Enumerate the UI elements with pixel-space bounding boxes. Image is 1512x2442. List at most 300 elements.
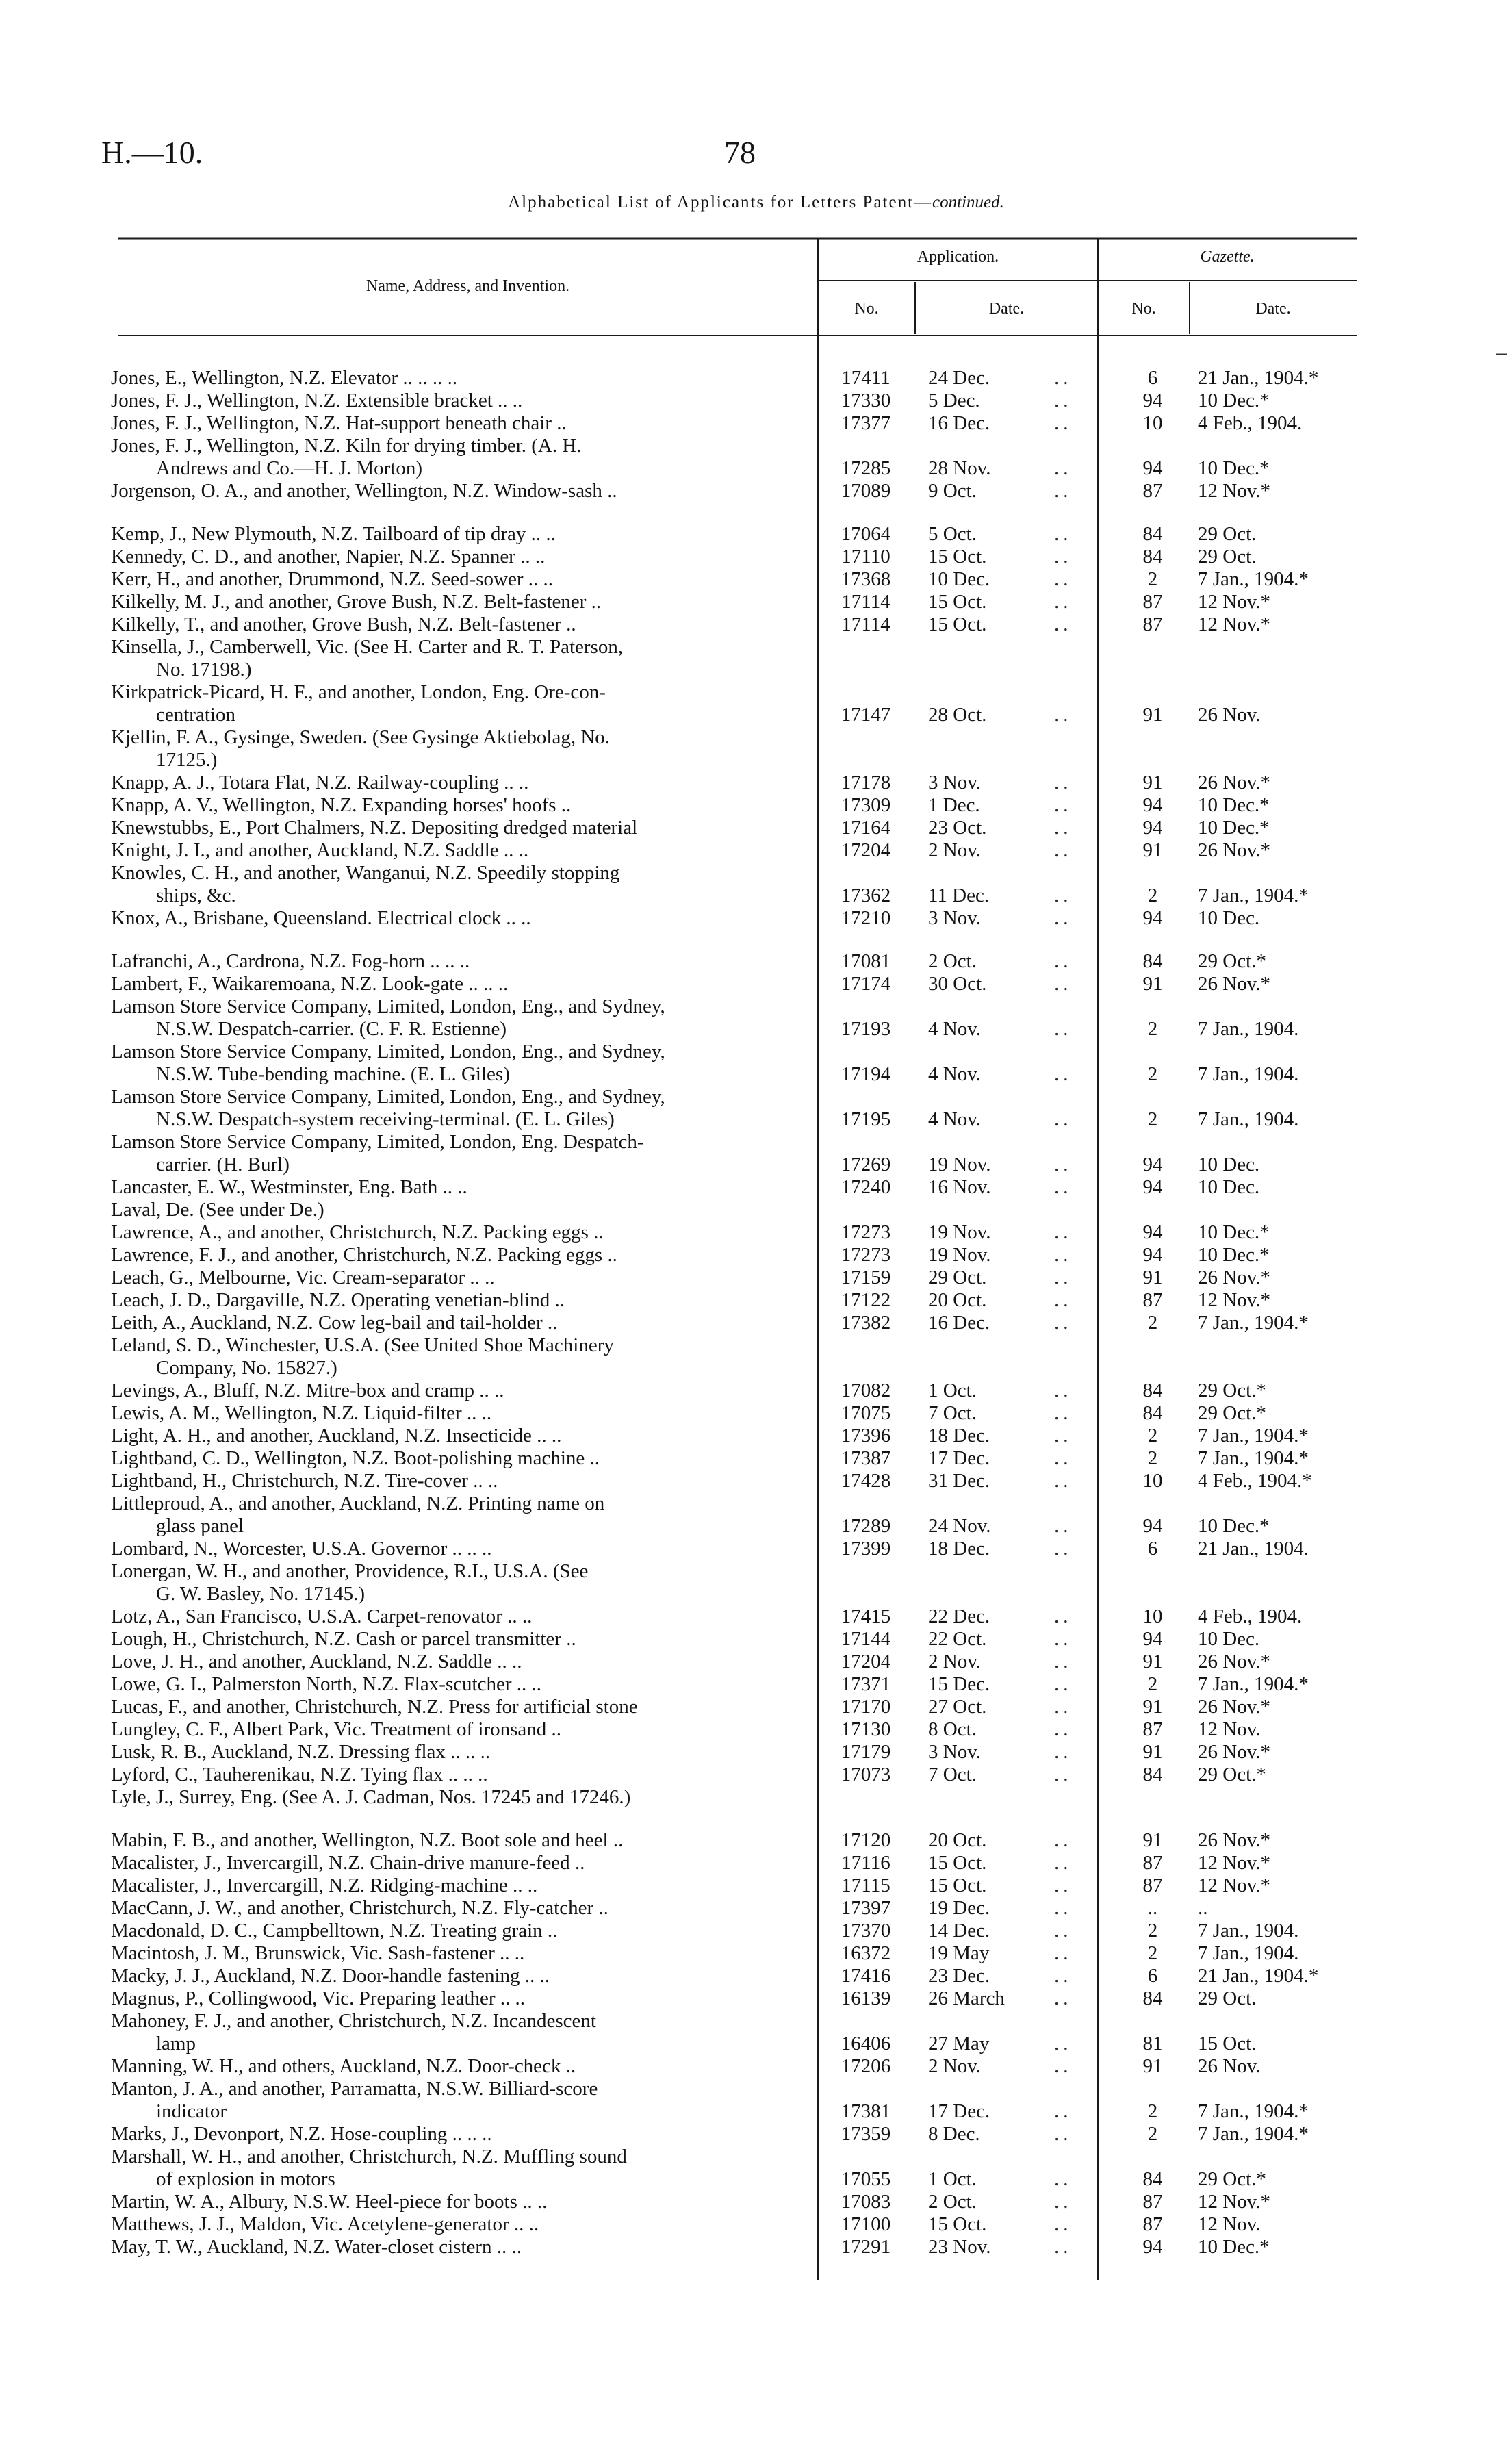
entry-name bbox=[111, 1673, 809, 1696]
entry-name-text: Kirkpatrick-Picard, H. F., and another, London, Eng. Ore-con- bbox=[111, 681, 606, 703]
entry-name bbox=[111, 2191, 809, 2213]
gazette-no: 87 bbox=[1142, 591, 1163, 613]
entry-name bbox=[111, 1987, 809, 2010]
entry-name-text: Lawrence, F. J., and another, Christchurch, N.Z. Packing eggs .. bbox=[111, 1244, 617, 1266]
table-row bbox=[0, 1874, 1512, 1897]
gazette-no: 87 bbox=[1142, 1718, 1163, 1740]
table-row bbox=[0, 950, 1512, 973]
entry-name-text: Leach, J. D., Dargaville, N.Z. Operating venetian-blind .. bbox=[111, 1289, 565, 1311]
entry-name-text: Jones, F. J., Wellington, N.Z. Kiln for drying timber. (A. H. bbox=[111, 435, 582, 457]
table-row bbox=[0, 1852, 1512, 1874]
gazette-date: 7 Jan., 1904. bbox=[1198, 1920, 1299, 1942]
leader-dots: .. bbox=[1054, 1987, 1073, 2009]
entry-name bbox=[111, 817, 809, 839]
leader-dots: .. bbox=[1054, 1718, 1073, 1740]
table-row bbox=[0, 1673, 1512, 1696]
gazette-no: 2 bbox=[1147, 1312, 1158, 1334]
entry-name-text: Lonergan, W. H., and another, Providence, R.I., U.S.A. (See bbox=[111, 1560, 589, 1582]
gazette-date: 29 Oct. bbox=[1198, 523, 1257, 545]
entry-name bbox=[111, 568, 809, 591]
gazette-date: 15 Oct. bbox=[1198, 2033, 1257, 2055]
entry-name-text: Kemp, J., New Plymouth, N.Z. Tailboard of tip dray .. .. bbox=[111, 523, 556, 545]
entry-name bbox=[111, 1289, 809, 1312]
application-no: 16406 bbox=[841, 2033, 891, 2055]
entry-name-text: Kilkelly, M. J., and another, Grove Bush, N.Z. Belt-fastener .. bbox=[111, 591, 602, 613]
table-row bbox=[0, 2123, 1512, 2146]
table-row bbox=[0, 1897, 1512, 1920]
gazette-date: 10 Dec. bbox=[1198, 1176, 1260, 1198]
table-row bbox=[0, 817, 1512, 839]
entry-name bbox=[111, 412, 809, 435]
gazette-no: 87 bbox=[1142, 480, 1163, 502]
application-date: 30 Oct. bbox=[928, 973, 987, 995]
entry-name-text: Macintosh, J. M., Brunswick, Vic. Sash-fastener .. .. bbox=[111, 1942, 525, 1964]
table-row bbox=[0, 1244, 1512, 1267]
entry-name bbox=[111, 1244, 809, 1267]
entry-name bbox=[111, 1741, 809, 1764]
entry-name-text: Martin, W. A., Albury, N.S.W. Heel-piece for boots .. .. bbox=[111, 2191, 548, 2213]
application-date: 7 Oct. bbox=[928, 1764, 977, 1785]
entry-name-text: Lamson Store Service Company, Limited, London, Eng., and Sydney, bbox=[111, 995, 665, 1017]
gazette-date: 29 Oct.* bbox=[1198, 1379, 1266, 1401]
gazette-no: 2 bbox=[1147, 885, 1158, 906]
application-date: 28 Nov. bbox=[928, 457, 991, 479]
entry-name-text: Marshall, W. H., and another, Christchurch, N.Z. Muffling sound bbox=[111, 2146, 627, 2167]
application-no: 17055 bbox=[841, 2168, 891, 2190]
entry-name-text: Kerr, H., and another, Drummond, N.Z. Seed-sower .. .. bbox=[111, 568, 553, 590]
application-no: 17144 bbox=[841, 1628, 891, 1650]
name-column-header: Name, Address, and Invention. bbox=[366, 277, 570, 295]
table-row bbox=[0, 772, 1512, 794]
application-no: 17195 bbox=[841, 1108, 891, 1130]
gazette-date: 26 Nov.* bbox=[1198, 839, 1271, 861]
entry-name-text: Lombard, N., Worcester, U.S.A. Governor .. .. .. bbox=[111, 1538, 492, 1560]
application-date: 24 Nov. bbox=[928, 1515, 991, 1537]
gazette-date: 12 Nov.* bbox=[1198, 613, 1271, 635]
leader-dots: .. bbox=[1054, 1515, 1073, 1537]
entry-name-text: Mahoney, F. J., and another, Christchurch, N.Z. Incandescent bbox=[111, 2010, 596, 2032]
gazette-date: 4 Feb., 1904.* bbox=[1198, 1470, 1312, 1492]
gazette-date: 7 Jan., 1904.* bbox=[1198, 1673, 1309, 1695]
table-row bbox=[0, 1131, 1512, 1176]
entry-name-text: Lamson Store Service Company, Limited, London, Eng. Despatch- bbox=[111, 1131, 644, 1153]
table-row bbox=[0, 1741, 1512, 1764]
leader-dots: .. bbox=[1054, 2191, 1073, 2213]
table-row bbox=[0, 367, 1512, 390]
leader-dots: .. bbox=[1054, 1829, 1073, 1851]
gazette-no: 2 bbox=[1147, 1108, 1158, 1130]
application-date: 4 Nov. bbox=[928, 1063, 982, 1085]
entry-name bbox=[111, 390, 809, 412]
entry-name-text: Kinsella, J., Camberwell, Vic. (See H. Carter and R. T. Paterson, bbox=[111, 636, 624, 658]
leader-dots: .. bbox=[1054, 2168, 1073, 2190]
entry-name-text: Knox, A., Brisbane, Queensland. Electrical clock .. .. bbox=[111, 907, 531, 929]
application-date: 26 March bbox=[928, 1987, 1005, 2009]
gazette-date: 7 Jan., 1904. bbox=[1198, 1063, 1299, 1085]
leader-dots: .. bbox=[1054, 1920, 1073, 1942]
entry-name bbox=[111, 1829, 809, 1852]
entry-name-text: Lyle, J., Surrey, Eng. (See A. J. Cadman, Nos. 17245 and 17246.) bbox=[111, 1786, 631, 1808]
entry-name bbox=[111, 636, 809, 681]
application-no: 17064 bbox=[841, 523, 891, 545]
application-no: 17411 bbox=[841, 367, 890, 389]
application-date: 19 Nov. bbox=[928, 1244, 991, 1266]
table-row bbox=[0, 613, 1512, 636]
table-row bbox=[0, 1447, 1512, 1470]
leader-dots: .. bbox=[1054, 1741, 1073, 1763]
leader-dots: .. bbox=[1054, 1018, 1073, 1040]
table-row bbox=[0, 1492, 1512, 1538]
application-no: 17397 bbox=[841, 1897, 891, 1919]
gazette-date: 10 Dec.* bbox=[1198, 390, 1270, 411]
entry-name bbox=[111, 973, 809, 995]
entry-name-continuation: glass panel bbox=[156, 1515, 244, 1537]
table-row bbox=[0, 1334, 1512, 1379]
entry-name-text: Kennedy, C. D., and another, Napier, N.Z. Spanner .. .. bbox=[111, 546, 546, 568]
application-no: 17110 bbox=[841, 546, 890, 568]
entry-name-text: Littleproud, A., and another, Auckland, N.Z. Printing name on bbox=[111, 1492, 605, 1514]
gazette-no: 10 bbox=[1142, 1605, 1163, 1627]
gazette-date-header: Date. bbox=[1255, 300, 1291, 318]
table-row bbox=[0, 2055, 1512, 2078]
leader-dots: .. bbox=[1054, 1063, 1073, 1085]
gazette-no: 91 bbox=[1142, 839, 1163, 861]
application-date: 16 Nov. bbox=[928, 1176, 991, 1198]
application-no: 17269 bbox=[841, 1154, 891, 1175]
gazette-date: 26 Nov.* bbox=[1198, 973, 1271, 995]
page-number: 78 bbox=[724, 135, 756, 170]
entry-name-text: Knight, J. I., and another, Auckland, N.Z. Saddle .. .. bbox=[111, 839, 529, 861]
entry-name bbox=[111, 772, 809, 794]
application-date: 3 Nov. bbox=[928, 1741, 982, 1763]
gazette-no: 87 bbox=[1142, 613, 1163, 635]
table-row bbox=[0, 1764, 1512, 1786]
gazette-date: 26 Nov. bbox=[1198, 2055, 1261, 2077]
leader-dots: .. bbox=[1054, 1628, 1073, 1650]
gazette-no: 87 bbox=[1142, 2191, 1163, 2213]
entry-name-text: Knapp, A. V., Wellington, N.Z. Expanding horses' hoofs .. bbox=[111, 794, 572, 816]
leader-dots: .. bbox=[1054, 546, 1073, 568]
entry-name bbox=[111, 1965, 809, 1987]
gazette-no: 91 bbox=[1142, 772, 1163, 793]
application-date: 1 Dec. bbox=[928, 794, 980, 816]
gazette-date: 10 Dec.* bbox=[1198, 1515, 1270, 1537]
entry-name bbox=[111, 1651, 809, 1673]
gazette-no: 87 bbox=[1142, 1289, 1163, 1311]
table-row bbox=[0, 973, 1512, 995]
entry-name-text: Macky, J. J., Auckland, N.Z. Door-handle fastening .. .. bbox=[111, 1965, 550, 1987]
application-date: 27 May bbox=[928, 2033, 990, 2055]
entry-name-continuation: No. 17198.) bbox=[156, 659, 252, 681]
gazette-date: 26 Nov.* bbox=[1198, 1741, 1271, 1763]
application-date: 27 Oct. bbox=[928, 1696, 987, 1718]
table-row bbox=[0, 1312, 1512, 1334]
table-row bbox=[0, 907, 1512, 930]
entry-name bbox=[111, 1176, 809, 1199]
table-row bbox=[0, 794, 1512, 817]
application-date: 19 Dec. bbox=[928, 1897, 990, 1919]
entry-name-text: Lamson Store Service Company, Limited, London, Eng., and Sydney, bbox=[111, 1041, 665, 1063]
entry-name-text: Jones, E., Wellington, N.Z. Elevator .. .. .. .. bbox=[111, 367, 458, 389]
application-no: 17122 bbox=[841, 1289, 891, 1311]
application-date: 2 Nov. bbox=[928, 1651, 982, 1672]
table-row bbox=[0, 726, 1512, 772]
gazette-no: 91 bbox=[1142, 2055, 1163, 2077]
leader-dots: .. bbox=[1054, 1538, 1073, 1560]
gazette-date: 12 Nov.* bbox=[1198, 480, 1271, 502]
application-no: 17193 bbox=[841, 1018, 891, 1040]
entry-name-text: Lawrence, A., and another, Christchurch, N.Z. Packing eggs .. bbox=[111, 1221, 604, 1243]
entry-name-text: Lamson Store Service Company, Limited, London, Eng., and Sydney, bbox=[111, 1086, 665, 1108]
application-date: 15 Oct. bbox=[928, 2213, 987, 2235]
entry-name bbox=[111, 367, 809, 390]
leader-dots: .. bbox=[1054, 568, 1073, 590]
gazette-no: 2 bbox=[1147, 1063, 1158, 1085]
table-row bbox=[0, 839, 1512, 862]
gazette-no: 6 bbox=[1147, 1965, 1158, 1987]
gazette-date: 7 Jan., 1904.* bbox=[1198, 1447, 1309, 1469]
entry-name-text: Manning, W. H., and others, Auckland, N.Z. Door-check .. bbox=[111, 2055, 576, 2077]
application-no: 17073 bbox=[841, 1764, 891, 1785]
leader-dots: .. bbox=[1054, 1673, 1073, 1695]
leader-dots: .. bbox=[1054, 1942, 1073, 1964]
table-row bbox=[0, 1987, 1512, 2010]
table-row bbox=[0, 1628, 1512, 1651]
application-date: 24 Dec. bbox=[928, 367, 990, 389]
entry-name bbox=[111, 591, 809, 613]
gazette-no: 94 bbox=[1142, 1154, 1163, 1175]
gazette-no-header: No. bbox=[1131, 300, 1156, 318]
entry-name-continuation: 17125.) bbox=[156, 749, 218, 771]
entry-name bbox=[111, 1852, 809, 1874]
application-date: 23 Dec. bbox=[928, 1965, 990, 1987]
gazette-date: 7 Jan., 1904.* bbox=[1198, 568, 1309, 590]
entry-name-continuation: N.S.W. Despatch-system receiving-terminal. (E. L. Giles) bbox=[156, 1108, 615, 1130]
gazette-no: 84 bbox=[1142, 523, 1163, 545]
gazette-date: 7 Jan., 1904. bbox=[1198, 1942, 1299, 1964]
application-no: 17164 bbox=[841, 817, 891, 839]
entry-name bbox=[111, 1199, 809, 1221]
table-row bbox=[0, 390, 1512, 412]
application-date: 9 Oct. bbox=[928, 480, 977, 502]
gazette-no: 94 bbox=[1142, 1628, 1163, 1650]
application-date: 17 Dec. bbox=[928, 1447, 990, 1469]
entry-name bbox=[111, 2055, 809, 2078]
leader-dots: .. bbox=[1054, 1267, 1073, 1288]
application-date: 2 Nov. bbox=[928, 839, 982, 861]
entry-name-text: Lungley, C. F., Albert Park, Vic. Treatment of ironsand .. bbox=[111, 1718, 562, 1740]
leader-dots: .. bbox=[1054, 1221, 1073, 1243]
application-no: 17377 bbox=[841, 412, 891, 434]
application-no: 17330 bbox=[841, 390, 891, 411]
gazette-date: 12 Nov.* bbox=[1198, 1289, 1271, 1311]
entry-name bbox=[111, 1041, 809, 1086]
entry-name-text: Lyford, C., Tauherenikau, N.Z. Tying flax .. .. .. bbox=[111, 1764, 488, 1785]
entry-name bbox=[111, 1718, 809, 1741]
application-no: 17170 bbox=[841, 1696, 891, 1718]
entry-name bbox=[111, 1786, 809, 1809]
leader-dots: .. bbox=[1054, 2033, 1073, 2055]
entry-name-text: Lewis, A. M., Wellington, N.Z. Liquid-filter .. .. bbox=[111, 1402, 492, 1424]
gazette-date: 10 Dec. bbox=[1198, 907, 1260, 929]
table-row bbox=[0, 2146, 1512, 2191]
gazette-date: 4 Feb., 1904. bbox=[1198, 412, 1303, 434]
gazette-no: 94 bbox=[1142, 1176, 1163, 1198]
gazette-no: 94 bbox=[1142, 1515, 1163, 1537]
application-date: 15 Oct. bbox=[928, 1852, 987, 1874]
gazette-date: 10 Dec.* bbox=[1198, 1244, 1270, 1266]
entry-name bbox=[111, 1492, 809, 1538]
table-row bbox=[0, 1942, 1512, 1965]
entry-name-text: Marks, J., Devonport, N.Z. Hose-coupling .. .. .. bbox=[111, 2123, 492, 2145]
table-row bbox=[0, 1176, 1512, 1199]
leader-dots: .. bbox=[1054, 1154, 1073, 1175]
gazette-no: 91 bbox=[1142, 1267, 1163, 1288]
application-date: 15 Oct. bbox=[928, 546, 987, 568]
leader-dots: .. bbox=[1054, 367, 1073, 389]
application-no: 17428 bbox=[841, 1470, 891, 1492]
caption-main: Alphabetical List of Applicants for Letters Patent— bbox=[508, 193, 933, 212]
leader-dots: .. bbox=[1054, 885, 1073, 906]
leader-dots: .. bbox=[1054, 973, 1073, 995]
entry-name bbox=[111, 1628, 809, 1651]
entry-name-text: Macalister, J., Invercargill, N.Z. Chain-drive manure-feed .. bbox=[111, 1852, 585, 1874]
leader-dots: .. bbox=[1054, 1176, 1073, 1198]
application-date: 18 Dec. bbox=[928, 1425, 990, 1447]
application-date: 14 Dec. bbox=[928, 1920, 990, 1942]
caption-continued: continued. bbox=[932, 193, 1004, 212]
leader-dots: .. bbox=[1054, 390, 1073, 411]
leader-dots: .. bbox=[1054, 2055, 1073, 2077]
application-no: 17194 bbox=[841, 1063, 891, 1085]
entry-name-text: Leith, A., Auckland, N.Z. Cow leg-bail and tail-holder .. bbox=[111, 1312, 558, 1334]
entry-name-text: Lambert, F., Waikaremoana, N.Z. Look-gate .. .. .. bbox=[111, 973, 509, 995]
entry-name bbox=[111, 1425, 809, 1447]
entry-name bbox=[111, 1605, 809, 1628]
table-row bbox=[0, 1289, 1512, 1312]
gazette-date: 29 Oct. bbox=[1198, 546, 1257, 568]
application-date: 17 Dec. bbox=[928, 2100, 990, 2122]
leader-dots: .. bbox=[1054, 817, 1073, 839]
table-row bbox=[0, 1199, 1512, 1221]
application-date-header: Date. bbox=[988, 300, 1025, 318]
entry-name-text: Light, A. H., and another, Auckland, N.Z. Insecticide .. .. bbox=[111, 1425, 562, 1447]
gazette-no: 2 bbox=[1147, 568, 1158, 590]
gazette-date: 7 Jan., 1904.* bbox=[1198, 885, 1309, 906]
gazette-date: 29 Oct.* bbox=[1198, 2168, 1266, 2190]
application-no: 17387 bbox=[841, 1447, 891, 1469]
leader-dots: .. bbox=[1054, 1108, 1073, 1130]
gazette-no: 87 bbox=[1142, 1874, 1163, 1896]
gazette-date: 26 Nov.* bbox=[1198, 772, 1271, 793]
entry-name bbox=[111, 1379, 809, 1402]
entry-name bbox=[111, 839, 809, 862]
gazette-no: 2 bbox=[1147, 2123, 1158, 2145]
application-date: 10 Dec. bbox=[928, 568, 990, 590]
entry-name-text: Kjellin, F. A., Gysinge, Sweden. (See Gysinge Aktiebolag, No. bbox=[111, 726, 611, 748]
entry-name bbox=[111, 1402, 809, 1425]
entry-name-text: Laval, De. (See under De.) bbox=[111, 1199, 324, 1221]
leader-dots: .. bbox=[1054, 1852, 1073, 1874]
entry-name-continuation: N.S.W. Tube-bending machine. (E. L. Giles) bbox=[156, 1063, 510, 1085]
gazette-no: 10 bbox=[1142, 1470, 1163, 1492]
gazette-no: 2 bbox=[1147, 1942, 1158, 1964]
entry-name-text: Leach, G., Melbourne, Vic. Cream-separator .. .. bbox=[111, 1267, 495, 1288]
table-row bbox=[0, 1829, 1512, 1852]
entry-name bbox=[111, 1897, 809, 1920]
entry-name bbox=[111, 1538, 809, 1560]
entry-name bbox=[111, 2123, 809, 2146]
entry-name bbox=[111, 1267, 809, 1289]
leader-dots: .. bbox=[1054, 2100, 1073, 2122]
gazette-no: 94 bbox=[1142, 907, 1163, 929]
entry-name-text: Lowe, G. I., Palmerston North, N.Z. Flax-scutcher .. .. bbox=[111, 1673, 542, 1695]
application-no: 17120 bbox=[841, 1829, 891, 1851]
gazette-no: 91 bbox=[1142, 704, 1163, 726]
leader-dots: .. bbox=[1054, 457, 1073, 479]
entry-name-text: Macalister, J., Invercargill, N.Z. Ridging-machine .. .. bbox=[111, 1874, 538, 1896]
gazette-date: 10 Dec. bbox=[1198, 1154, 1260, 1175]
application-no: 17081 bbox=[841, 950, 891, 972]
entry-name bbox=[111, 794, 809, 817]
entry-name bbox=[111, 1470, 809, 1492]
application-no: 17089 bbox=[841, 480, 891, 502]
table-row bbox=[0, 1041, 1512, 1086]
entry-name-continuation: of explosion in motors bbox=[156, 2168, 335, 2190]
application-date: 16 Dec. bbox=[928, 412, 990, 434]
gazette-no: 6 bbox=[1147, 1538, 1158, 1560]
gazette-no: 10 bbox=[1142, 412, 1163, 434]
application-no: 17368 bbox=[841, 568, 891, 590]
leader-dots: .. bbox=[1054, 1425, 1073, 1447]
table-row bbox=[0, 1560, 1512, 1605]
entry-name-text: Lightband, C. D., Wellington, N.Z. Boot-polishing machine .. bbox=[111, 1447, 600, 1469]
gazette-date: 10 Dec.* bbox=[1198, 1221, 1270, 1243]
gazette-no: 2 bbox=[1147, 2100, 1158, 2122]
application-no: 17359 bbox=[841, 2123, 891, 2145]
gazette-date: 12 Nov.* bbox=[1198, 1874, 1271, 1896]
entry-name-text: Mabin, F. B., and another, Wellington, N.Z. Boot sole and heel .. bbox=[111, 1829, 624, 1851]
entry-name-text: Lucas, F., and another, Christchurch, N.Z. Press for artificial stone bbox=[111, 1696, 638, 1718]
application-date: 15 Oct. bbox=[928, 613, 987, 635]
entry-name-continuation: G. W. Basley, No. 17145.) bbox=[156, 1583, 366, 1605]
gazette-date: 29 Oct.* bbox=[1198, 950, 1266, 972]
gazette-no: 87 bbox=[1142, 1852, 1163, 1874]
entry-name bbox=[111, 950, 809, 973]
gazette-date: 12 Nov. bbox=[1198, 1718, 1261, 1740]
gazette-date: 26 Nov.* bbox=[1198, 1651, 1271, 1672]
application-no: 17399 bbox=[841, 1538, 891, 1560]
gazette-date: 12 Nov.* bbox=[1198, 1852, 1271, 1874]
gazette-no: 91 bbox=[1142, 973, 1163, 995]
table-row bbox=[0, 1425, 1512, 1447]
entry-name bbox=[111, 1447, 809, 1470]
entry-name bbox=[111, 1696, 809, 1718]
leader-dots: .. bbox=[1054, 950, 1073, 972]
table-row bbox=[0, 636, 1512, 681]
gazette-no: 84 bbox=[1142, 1379, 1163, 1401]
gazette-date: 7 Jan., 1904. bbox=[1198, 1108, 1299, 1130]
leader-dots: .. bbox=[1054, 772, 1073, 793]
entry-name bbox=[111, 2146, 809, 2191]
entry-name-text: Jorgenson, O. A., and another, Wellington, N.Z. Window-sash .. bbox=[111, 480, 617, 502]
entry-name bbox=[111, 1221, 809, 1244]
entry-name-text: Lough, H., Christchurch, N.Z. Cash or parcel transmitter .. bbox=[111, 1628, 576, 1650]
entry-name-text: Kilkelly, T., and another, Grove Bush, N.Z. Belt-fastener .. bbox=[111, 613, 576, 635]
table-row bbox=[0, 2010, 1512, 2055]
gazette-date: 21 Jan., 1904.* bbox=[1198, 1965, 1319, 1987]
leader-dots: .. bbox=[1054, 839, 1073, 861]
